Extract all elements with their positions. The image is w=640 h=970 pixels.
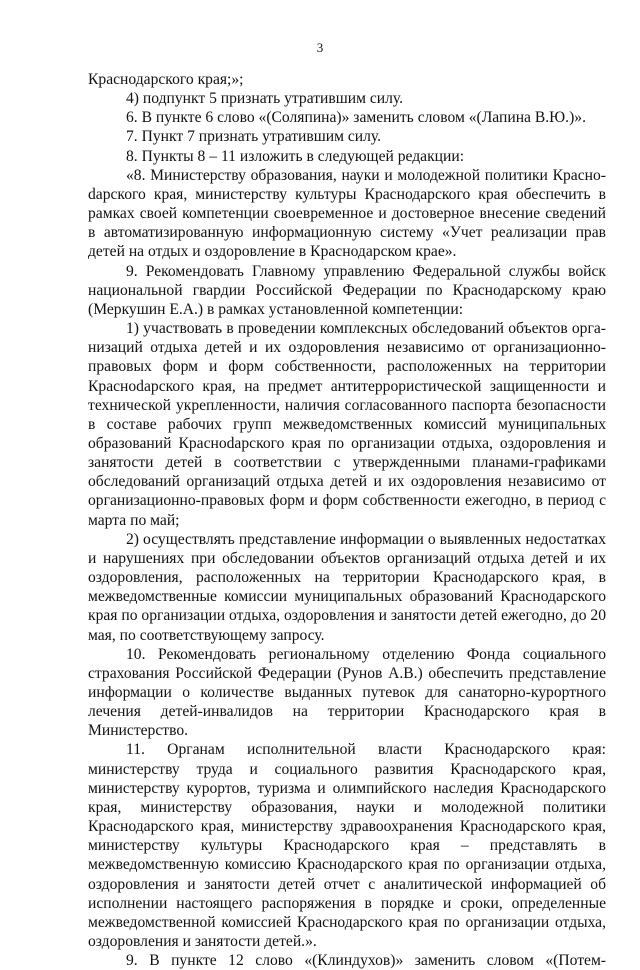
paragraph-continuation: Краснодарского края;»; <box>88 71 244 88</box>
paragraph-subpoint-2: 2) осуществлять представление информации о выявленных недостатках и нарушениях при обследовании объектов организаций отдыха детей и их оздоровления, расположенных на территории Краснодарского края, в межведомственные комиссии муниципальных образований Краснодарского края по организации отдыха, оздоровления и занятости детей ежегодно, до 20 мая, по соответствующему запросу. <box>88 530 606 644</box>
paragraph-item-8-intro: 8. Пункты 8 – 11 изложить в следующей редакции: <box>126 147 465 165</box>
paragraph-quoted-11: 11. Органам исполнительной власти Краснодарского края: министерству труда и социального развития Краснодарского края, министерству курортов, туризма и олимпийского наследия Краснодарского края, министерству образования, науки и молодежной политики Краснодарского края, министерству здравоохранения Краснодарского края, министерству культуры Краснодарского края – представлять в межведомственную комиссию Краснодарского края по организации отдыха, оздоровления и занятости детей отчет с аналитической информацией об исполнении настоящего распоряжения в порядке и сроки, определенные межведомственной комиссией Краснодарского края по организации отдыха, оздоровления и занятости детей.». <box>88 741 606 951</box>
paragraph-quoted-10: 10. Рекомендовать региональному отделению Фонда социального страхования Российской Федерации (Рунов А.В.) обеспечить представление информации о количестве выданных путевок для санаторно-курортного лечения детей-инвалидов на территории Краснодарского края в Министерство. <box>88 645 606 740</box>
paragraph-subpoint-1: 1) участвовать в проведении комплексных обследований объектов организаций отдыха детей и их оздоровления независимо от организационно-правовых форм и форм собственности, расположенных на территории Красноdарского края, на предмет антитеррористической защищенности и технической укрепленности, наличия согласованного паспорта безопасности в составе рабочих групп межведомственных комиссий муниципальных образований Красноdарского края по организации отдыха, оздоровления и занятости детей в соответствии с утвержденными планами-графиками обследований организаций отдыха детей и их оздоровления независимо от организационно-правовых форм и форм собственности ежегодно, в период с марта по май; <box>88 320 606 529</box>
page-number: 3 <box>316 40 324 55</box>
paragraph-item-7: 7. Пункт 7 признать утратившим силу. <box>126 128 382 146</box>
paragraph-item-9: 9. В пункте 12 слово «(Клиндухов)» заменить словом «(Потем- <box>126 952 606 970</box>
paragraph-item-6: 6. В пункте 6 слово «(Соляпина)» заменить словом «(Лапина В.Ю.)». <box>126 109 586 127</box>
document-body <box>88 70 606 970</box>
paragraph-subpoint-4: 4) подпункт 5 признать утратившим силу. <box>126 90 404 108</box>
paragraph-quoted-9: 9. Рекомендовать Главному управлению Федеральной службы войск национальной гвардии Российской Федерации по Краснодарскому краю (Меркушин Е.А.) в рамках установленной компетенции: <box>88 262 606 318</box>
paragraph-quoted-8: «8. Министерству образования, науки и молодежной политики Красноdарского края, министерству культуры Краснодарского края обеспечить в рамках своей компетенции своевременное и достоверное внесение сведений в автоматизированную информационную систему «Учет реализации прав детей на отдых и оздоровление в Краснодарском крае». <box>88 166 606 261</box>
